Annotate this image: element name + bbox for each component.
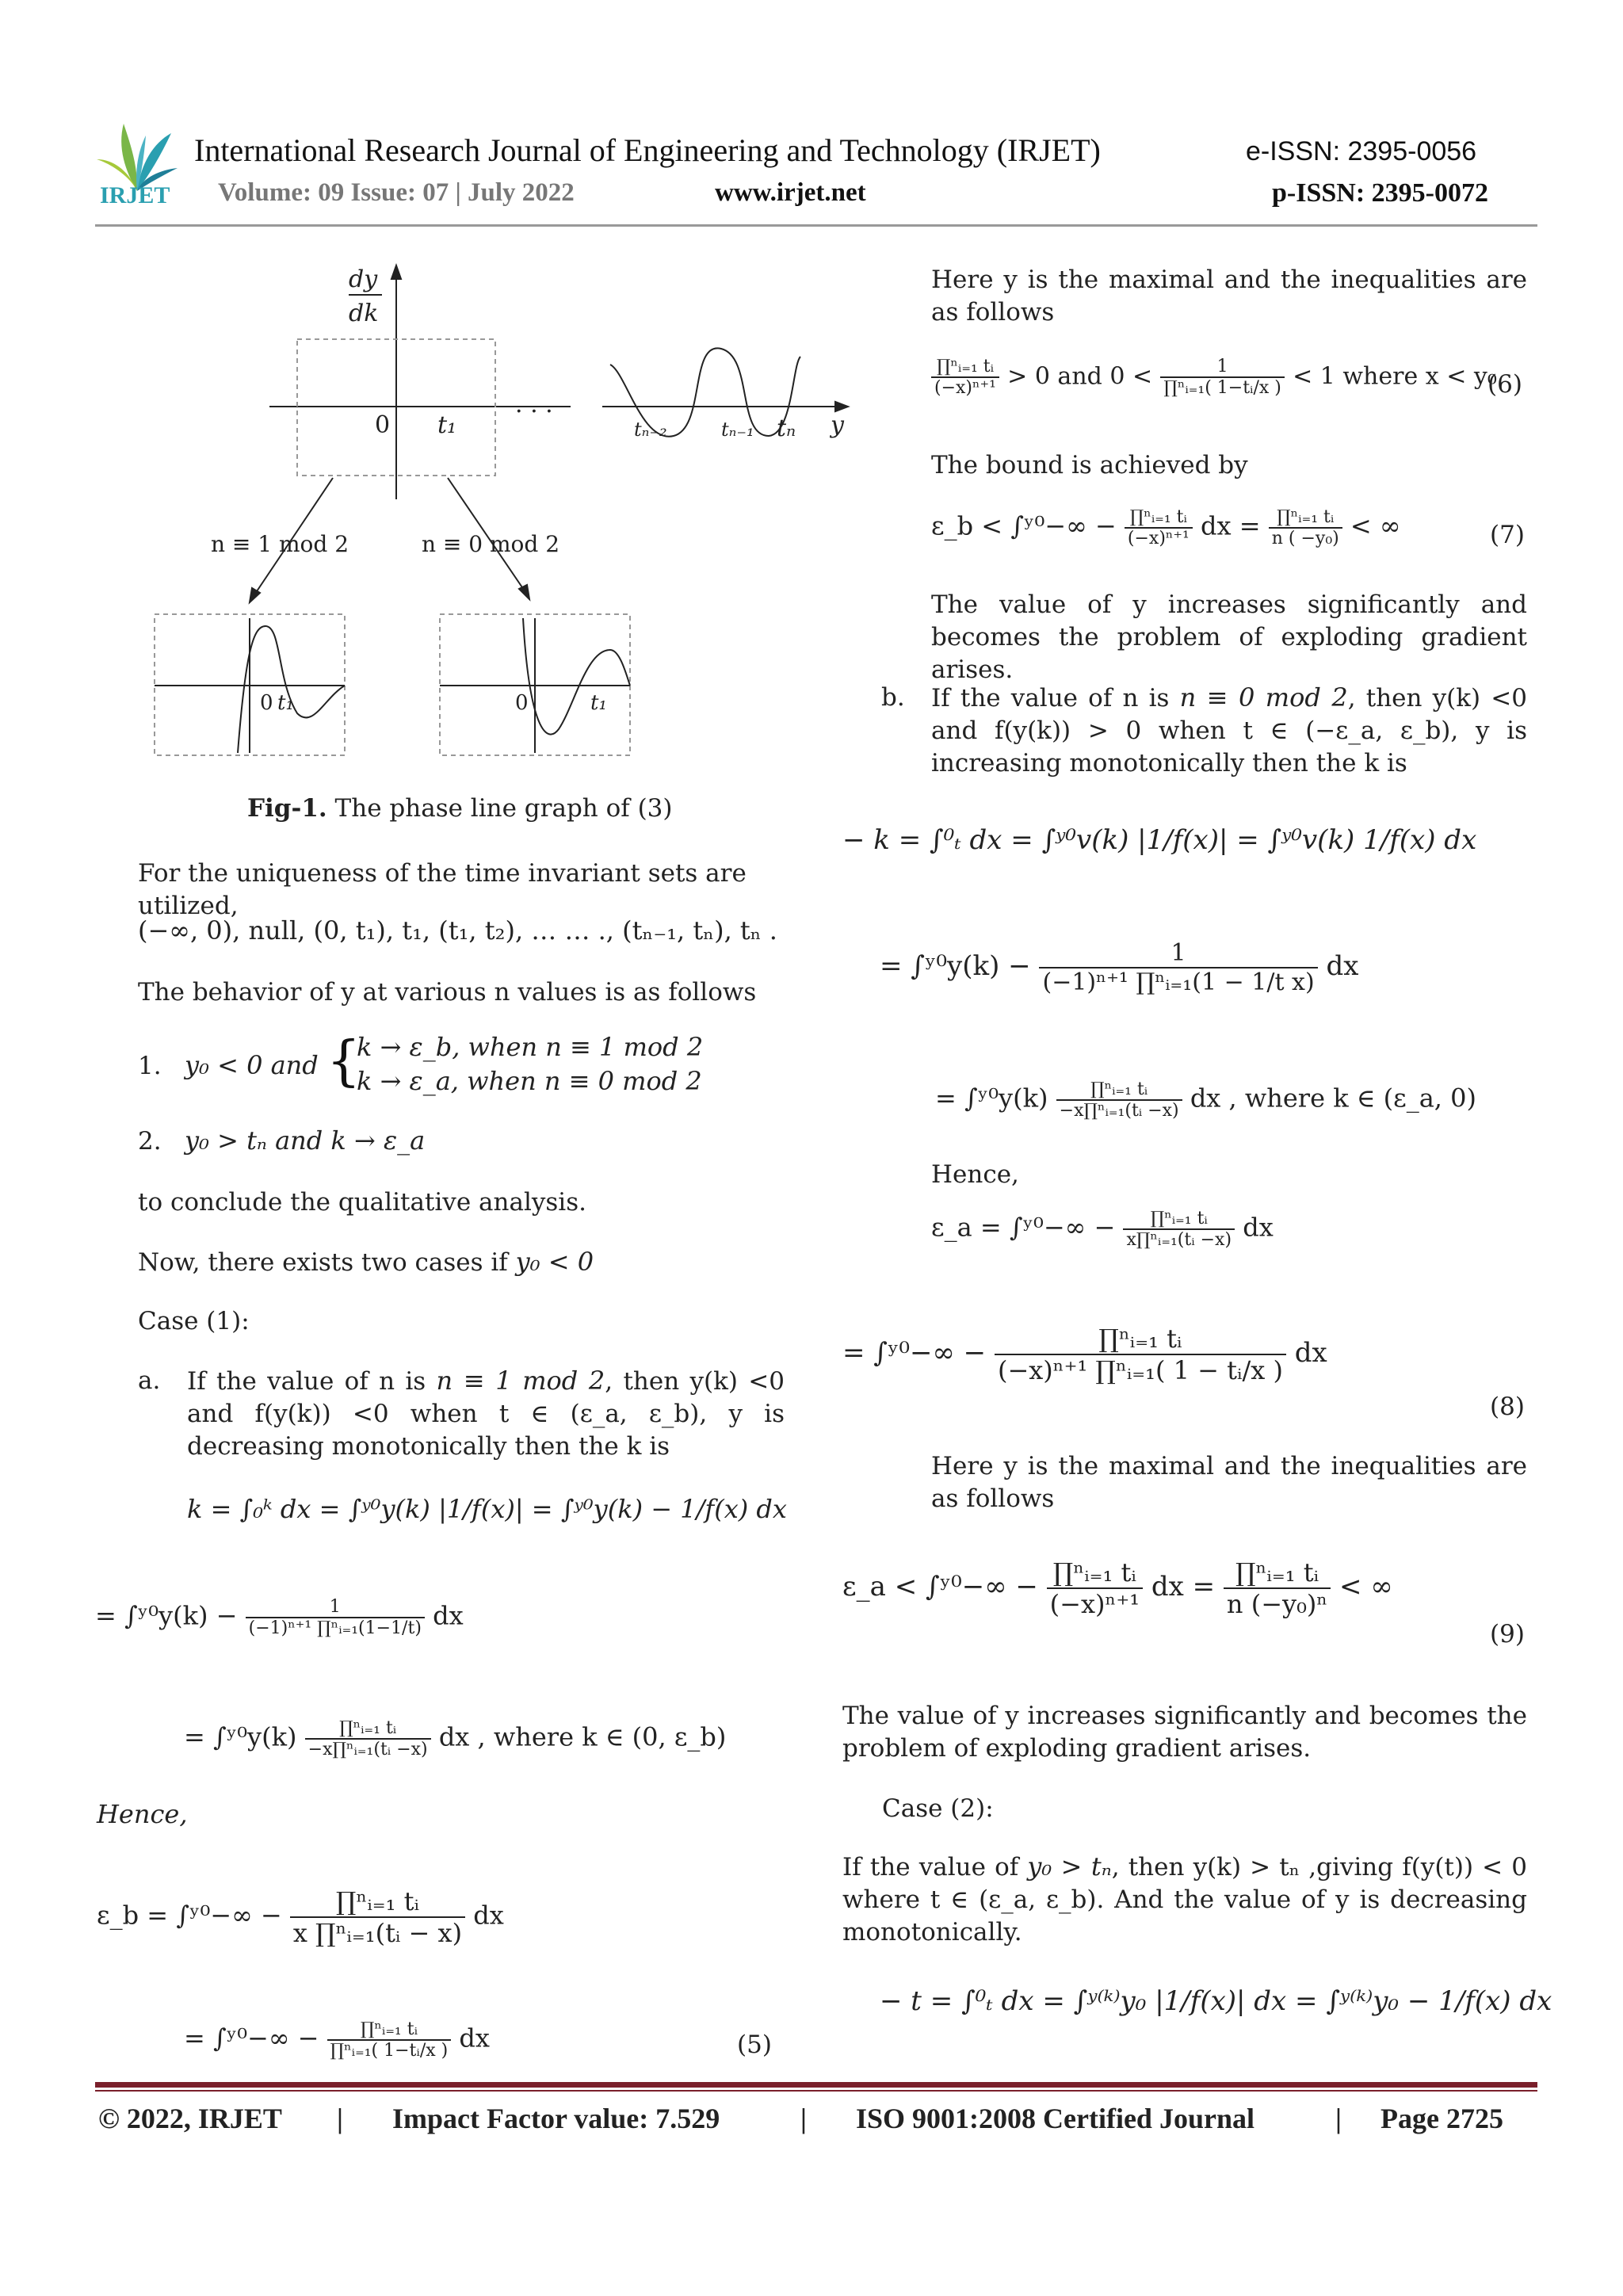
eq-epsilon-a: ε_a = ∫ʸ⁰−∞ − $\frac{\text{∏ⁿᵢ₌₁ tᵢ}}{\text{x∏ⁿᵢ₌₁(tᵢ −x)}}$ dx	[931, 1209, 1274, 1250]
left-p1: For the uniqueness of the time invariant sets are utilized,	[138, 859, 747, 920]
left-p4: Now, there exists two cases if y₀ < 0	[138, 1247, 594, 1277]
journal-url[interactable]: www.irjet.net	[715, 178, 866, 207]
eq-9: ε_a < ∫ʸ⁰−∞ − $\frac{\text{∏ⁿᵢ₌₁ tᵢ}}{\text{(−x)ⁿ⁺¹}}$ dx = $\frac{\text{∏ⁿᵢ₌₁ tᵢ}}{\text{n (−y₀)ⁿ}}$ < ∞	[842, 1557, 1393, 1619]
footer-separator: |	[337, 2103, 343, 2134]
eq-5-number: (5)	[737, 2030, 772, 2059]
eq-right-line2: = ∫ʸ⁰y(k) − $\frac{1}{\text{(−1)ⁿ⁺¹ ∏ⁿᵢ₌₁(1 − 1/t x)}}$ dx	[880, 939, 1359, 996]
case2-heading: Case (2):	[882, 1794, 994, 1823]
eq-8-number: (8)	[1490, 1392, 1525, 1421]
header-rule	[95, 224, 1537, 227]
item-b-text: If the value of n is n ≡ 0 mod 2, then y(k) <0 and f(y(k)) > 0 when t ∈ (−ε_a, ε_b), y is increasing monotonically then the k is	[931, 682, 1527, 777]
footer-iso: ISO 9001:2008 Certified Journal	[856, 2103, 1254, 2134]
eq-minus-k: − k = ∫⁰ₜ dx = ∫ʸ⁰v(k) |1/f(x)| = ∫ʸ⁰v(k) 1/f(x) dx	[842, 824, 1477, 856]
right-p1: Here y is the maximal and the inequalities are as follows	[931, 266, 1527, 327]
p-issn: p-ISSN: 2395-0072	[1272, 178, 1488, 208]
fig-y: y	[831, 411, 844, 439]
svg-text:0: 0	[260, 691, 273, 715]
hence-right: Hence,	[931, 1160, 1019, 1189]
eq-6-number: (6)	[1487, 370, 1522, 399]
item-a-text: If the value of n is n ≡ 1 mod 2, then y(k) <0 and f(y(k)) <0 when t ∈ (ε_a, ε_b), y is decreasing monotonically then the k is	[187, 1366, 785, 1461]
left-p3: to conclude the qualitative analysis.	[138, 1188, 586, 1217]
item1-condition: y₀ < 0 and	[185, 1050, 319, 1080]
footer-impact: Impact Factor value: 7.529	[392, 2103, 720, 2134]
footer-rule	[95, 2082, 1537, 2088]
e-issn: e-ISSN: 2395-0056	[1246, 136, 1477, 166]
svg-text:t₁: t₁	[277, 691, 294, 715]
svg-text:t₁: t₁	[590, 691, 607, 715]
time-invariant-sets: (−∞, 0), null, (0, t₁), t₁, (t₁, t₂), … … ., (tₙ₋₁, tₙ), tₙ .	[138, 915, 777, 946]
svg-text:0: 0	[515, 691, 529, 715]
figure-caption: Fig-1. The phase line graph of (3)	[247, 794, 673, 823]
footer-separator: |	[1335, 2103, 1342, 2134]
left-p2: The behavior of y at various n values is as follows	[138, 978, 757, 1007]
hence-left: Hence,	[97, 1799, 188, 1829]
item-a-label: a.	[138, 1366, 161, 1395]
eq-left-line3: = ∫ʸ⁰y(k) $\frac{\text{∏ⁿᵢ₌₁ tᵢ}}{\text{−x∏ⁿᵢ₌₁(tᵢ −x)}}$ dx , where k ∈ (0, ε_b)	[184, 1718, 727, 1759]
fig-t1: t₁	[437, 411, 457, 439]
eq-6: $\frac{\text{∏ⁿᵢ₌₁ tᵢ}}{\text{(−x)ⁿ⁺¹}}$ > 0 and 0 < $\frac{1}{\text{∏ⁿᵢ₌₁( 1−tᵢ/x )}}$ < 1 where x < y₀	[931, 357, 1497, 398]
fig-zero: 0	[375, 411, 391, 439]
eq-5: = ∫ʸ⁰−∞ − $\frac{\text{∏ⁿᵢ₌₁ tᵢ}}{\text{∏ⁿᵢ₌₁( 1−tᵢ/x )}}$ dx	[184, 2019, 490, 2061]
item2-number: 2.	[138, 1127, 162, 1156]
eq-8: = ∫ʸ⁰−∞ − $\frac{\text{∏ⁿᵢ₌₁ tᵢ}}{\text{(−x)ⁿ⁺¹ ∏ⁿᵢ₌₁( 1 − tᵢ/x )}}$ dx	[842, 1324, 1327, 1385]
footer-separator: |	[800, 2103, 807, 2134]
right-p5: The value of y increases significantly and becomes the problem of exploding gradient arises.	[842, 1702, 1527, 1763]
svg-text:dy: dy	[349, 266, 378, 293]
eq-7: ε_b < ∫ʸ⁰−∞ − $\frac{\text{∏ⁿᵢ₌₁ tᵢ}}{\text{(−x)ⁿ⁺¹}}$ dx = $\frac{\text{∏ⁿᵢ₌₁ tᵢ}}{\text{n ( −y₀)}}$ < ∞	[931, 507, 1401, 548]
right-p2: The bound is achieved by	[931, 451, 1248, 479]
item1-case-b: k → ε_b, when n ≡ 1 mod 2	[357, 1032, 704, 1062]
fig-tn2: tₙ₋₂	[634, 418, 667, 441]
footer-page: Page 2725	[1381, 2103, 1503, 2134]
journal-title: International Research Journal of Engineering and Technology (IRJET)	[194, 132, 1101, 168]
eq-right-line3: = ∫ʸ⁰y(k) $\frac{\text{∏ⁿᵢ₌₁ tᵢ}}{\text{−x∏ⁿᵢ₌₁(tᵢ −x)}}$ dx , where k ∈ (ε_a, 0)	[935, 1079, 1476, 1121]
fig-dots: . . .	[515, 391, 553, 418]
svg-text:dk: dk	[349, 300, 379, 327]
fig-tn: tₙ	[777, 415, 796, 442]
logo-text: IRJET	[100, 182, 170, 208]
phase-line-figure	[135, 254, 864, 761]
fig-left-branch: n ≡ 1 mod 2	[211, 531, 349, 557]
volume-issue: Volume: 09 Issue: 07 | July 2022	[218, 178, 575, 207]
fig-right-branch: n ≡ 0 mod 2	[422, 531, 560, 557]
eq-9-number: (9)	[1490, 1620, 1525, 1648]
eq-left-line2: = ∫ʸ⁰y(k) − $\frac{1}{\text{(−1)ⁿ⁺¹ ∏ⁿᵢ₌₁(1−1/t)}}$ dx	[95, 1597, 464, 1638]
item1-case-a: k → ε_a, when n ≡ 0 mod 2	[357, 1066, 702, 1096]
right-p6: If the value of y₀ > tₙ, then y(k) > tₙ ,giving f(y(t)) < 0 where t ∈ (ε_a, ε_b). And the value of y is decreasing monotonically.	[842, 1851, 1527, 1946]
footer-copyright: © 2022, IRJET	[98, 2103, 282, 2134]
eq-epsilon-b: ε_b = ∫ʸ⁰−∞ − $\frac{\text{∏ⁿᵢ₌₁ tᵢ}}{\text{x ∏ⁿᵢ₌₁(tᵢ − x)}}$ dx	[97, 1886, 504, 1948]
item2-condition: y₀ > tₙ and k → ε_a	[185, 1125, 426, 1156]
right-p4: Here y is the maximal and the inequalities are as follows	[931, 1452, 1527, 1513]
case1-heading: Case (1):	[138, 1307, 250, 1335]
eq-minus-t: − t = ∫⁰ₜ dx = ∫ʸ⁽ᵏ⁾y₀ |1/f(x)| dx = ∫ʸ⁽ᵏ⁾y₀ − 1/f(x) dx	[880, 1985, 1552, 2017]
fig-tn1: tₙ₋₁	[721, 418, 754, 441]
right-p3: The value of y increases significantly and becomes the problem of exploding gradient arises.	[931, 590, 1527, 684]
item-b-label: b.	[881, 683, 905, 712]
eq-k-definition: k = ∫₀ᵏ dx = ∫ʸ⁰y(k) |1/f(x)| = ∫ʸ⁰y(k) − 1/f(x) dx	[187, 1494, 787, 1524]
eq-7-number: (7)	[1490, 521, 1525, 549]
item1-number: 1.	[138, 1052, 162, 1080]
